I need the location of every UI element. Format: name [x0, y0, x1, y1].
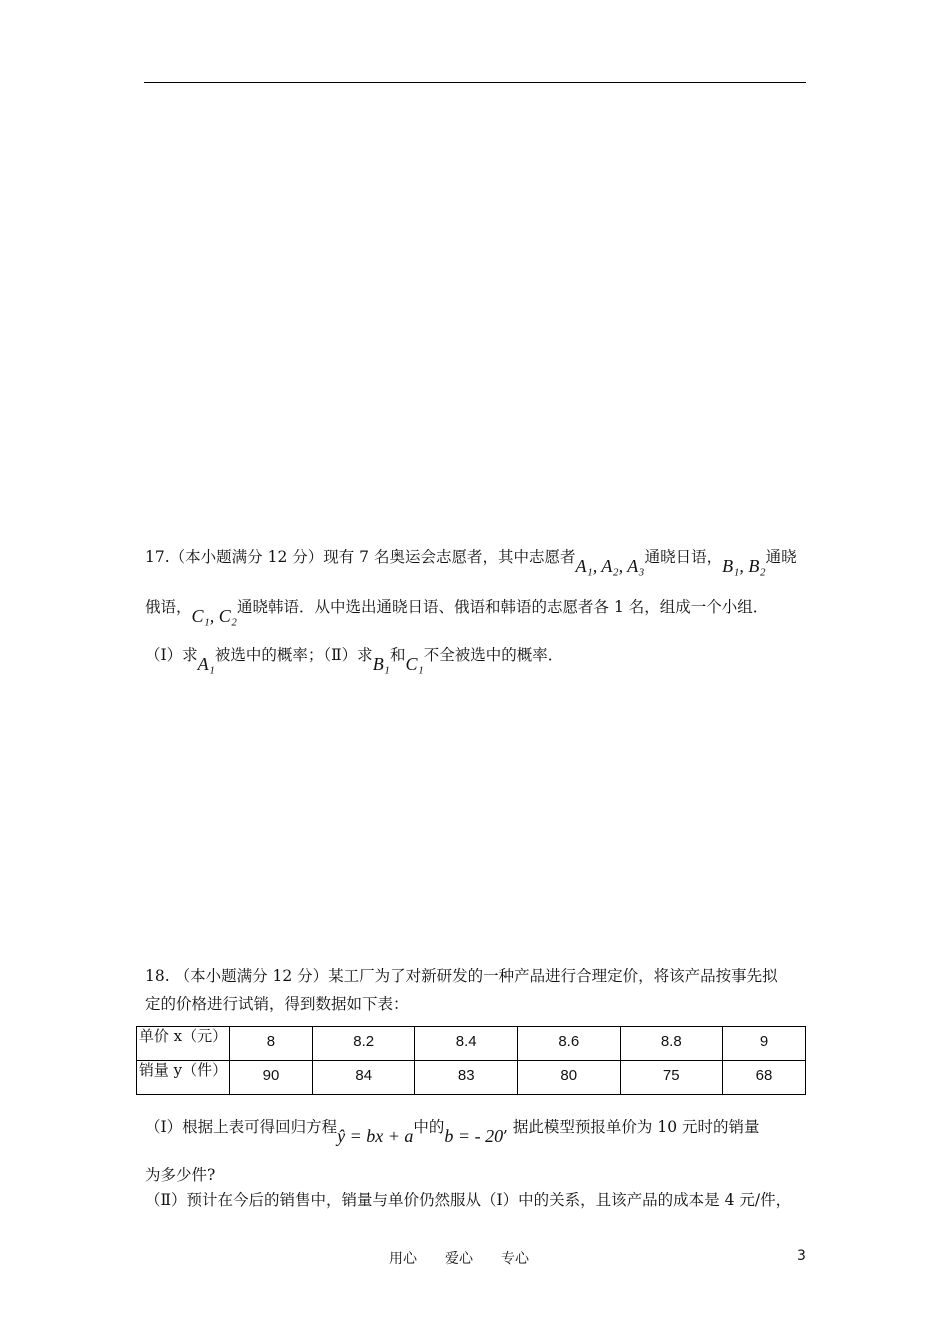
table-cell: 84 — [312, 1061, 415, 1095]
table-row — [137, 1061, 806, 1095]
table-cell: 8.8 — [620, 1027, 723, 1061]
q17-line-2 — [145, 594, 769, 626]
math-c1: C₁ — [405, 654, 424, 674]
slope-value: b = - 20 — [444, 1126, 504, 1146]
q18-part1-line-2: 为多少件? — [145, 1166, 216, 1184]
q18-text: （Ⅰ）根据上表可得回归方程 — [145, 1118, 338, 1136]
q17-text: 通晓韩语．从中选出通晓日语、俄语和韩语的志愿者各 1 名，组成一个小组． — [237, 598, 769, 616]
regression-equation: ŷ = bx + a — [337, 1126, 414, 1146]
table-cell: 83 — [415, 1061, 518, 1095]
q17-text: 通晓 — [765, 548, 797, 566]
math-a1: A₁ — [197, 654, 215, 674]
q18-text: , 据此模型预报单价为 10 元时的销量 — [503, 1118, 760, 1136]
row-header-price: 单价 x（元） — [137, 1027, 230, 1061]
q17-text: （Ⅰ）求 — [145, 646, 198, 664]
table-cell: 8.6 — [517, 1027, 620, 1061]
math-c12: C₁, C₂ — [191, 606, 238, 626]
q17-text: 被选中的概率；（Ⅱ）求 — [214, 646, 373, 664]
math-a123: A₁, A₂, A₃ — [575, 556, 645, 576]
table-cell: 68 — [723, 1061, 806, 1095]
table-cell: 75 — [620, 1061, 723, 1095]
q18-text: 中的 — [413, 1118, 445, 1136]
q18-line-1: 18. （本小题满分 12 分）某工厂为了对新研发的一种产品进行合理定价，将该产品按事先拟 — [145, 967, 778, 985]
q18-part2-line: （Ⅱ）预计在今后的销售中，销量与单价仍然服从（Ⅰ）中的关系，且该产品的成本是 4 元/件， — [145, 1191, 792, 1209]
table-row — [137, 1027, 806, 1061]
table-cell: 8.2 — [312, 1027, 415, 1061]
q18-line-2: 定的价格进行试销，得到数据如下表： — [145, 995, 409, 1013]
q17-text: 和 — [389, 646, 406, 664]
q17-text: 不全被选中的概率． — [423, 646, 564, 664]
header-rule — [144, 82, 806, 83]
page-number: 3 — [797, 1248, 806, 1264]
q17-line-1 — [145, 544, 797, 576]
q17-text: 17.（本小题满分 12 分）现有 7 名奥运会志愿者，其中志愿者 — [145, 548, 576, 566]
q17-line-3 — [145, 642, 564, 674]
table-cell: 90 — [230, 1061, 313, 1095]
footer-motto: 用心 爱心 专心 — [389, 1251, 529, 1267]
table-cell: 8 — [230, 1027, 313, 1061]
table-cell: 80 — [517, 1061, 620, 1095]
math-b1: B₁ — [372, 654, 390, 674]
math-b12: B₁, B₂ — [722, 556, 766, 576]
q18-part1-line — [145, 1114, 760, 1146]
q17-text: 俄语， — [145, 598, 192, 616]
price-sales-table — [136, 1026, 806, 1095]
row-header-sales: 销量 y（件） — [137, 1061, 230, 1095]
table-cell: 8.4 — [415, 1027, 518, 1061]
table-cell: 9 — [723, 1027, 806, 1061]
q17-text: 通晓日语， — [644, 548, 723, 566]
